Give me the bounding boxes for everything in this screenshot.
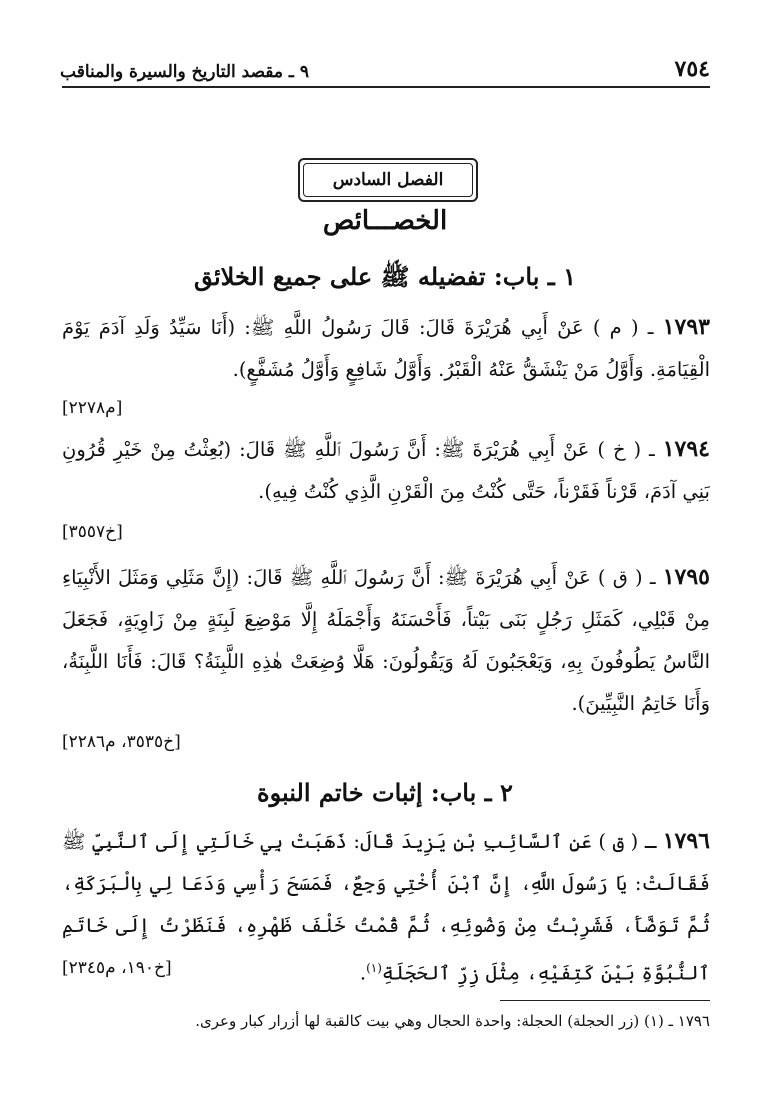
hadith-1793-ref-line [62, 398, 710, 418]
bab-1-heading: ١ ـ باب: تفضيله ﷺ على جميع الخلائق [193, 262, 577, 291]
hadith-number: ١٧٩٤ [662, 436, 710, 462]
page-number: ٧٥٤ [674, 56, 710, 82]
hadith-text: ـ ( ق ) عَنْ أَبِي هُرَيْرَةَ ﷺ: أَنَّ رَسُولَ ٱللَّهِ ﷺ قَالَ: (إِنَّ مَثَلِي وَمَثَلَ الأَنْبِيَاءِ مِنْ قَبْلِي، كَمَثَلِ رَجُلٍ بَنَى بَيْتاً، فَأَحْسَنَهُ وَأَجْمَلَهُ إِلَّا مَوْضِعَ لَبِنَةٍ مِنْ زَاوِيَةٍ، فَجَعَلَ النَّاسُ يَطُوفُونَ بِهِ، وَيَعْجَبُونَ لَهُ وَيَقُولُونَ: هَلَّا وُضِعَتْ هٰذِهِ اللَّبِنَةُ؟ قَالَ: فَأَنَا اللَّبِنَةُ، وَأَنَا خَاتِمُ النَّبِيِّينَ). [62, 566, 710, 715]
hadith-number: ١٧٩٥ [662, 564, 710, 590]
hadith-text: ـ ( خ ) عَنْ أَبِي هُرَيْرَةَ ﷺ: أَنَّ رَسُولَ ٱللَّهِ ﷺ قَالَ: (بُعِثْتُ مِنْ خَيْرِ قُرُونِ بَنِي آدَمَ، قَرْناً فَقَرْناً، حَتَّى كُنْتُ مِنَ الْقَرْنِ الَّذِي كُنْتُ فِيهِ). [62, 438, 710, 503]
page-header [60, 52, 710, 82]
hadith-1793 [62, 306, 710, 391]
hadith-text: ـ ( م ) عَنْ أَبِي هُرَيْرَةَ قَالَ: قَالَ رَسُولُ اللَّهِ ﷺ: (أَنَا سَيِّدُ وَلَدِ آدَمَ يَوْمَ الْقِيَامَةِ. وَأَوَّلُ مَنْ يَنْشَقُّ عَنْهُ الْقَبْرُ. وَأَوَّلُ شَافِعٍ وَأَوَّلُ مُشَفَّعٍ). [62, 316, 710, 381]
hadith-text: ـ ( ق ) عَنِ ٱلسَّائِبِ بْنِ يَزِيدَ قَالَ: ذَهَبَتْ بِي خَالَتِي إِلَى ٱلنَّبِيِّ ﷺ فَقَالَتْ: يَا رَسُولَ اللَّهِ، إِنَّ ٱبْنَ أُخْتِي وَجِعٌ، فَمَسَحَ رَأْسِي وَدَعَا لِي بِالْبَرَكَةِ، ثُمَّ تَوَضَّأَ، فَشَرِبْتُ مِنْ وَضُوئِهِ، ثُمَّ قُمْتُ خَلْفَ ظَهْرِهِ، فَنَظَرْتُ إِلَى خَاتَمِ ٱلنُّبُوَّةِ بَيْنَ كَتِفَيْهِ، مِثْلَ زِرِّ ٱلحَجَلَةِ [62, 830, 710, 985]
bab-2-heading: ٢ ـ باب: إثبات خاتم النبوة [257, 778, 513, 807]
footnote-rule [500, 1000, 710, 1001]
header-rule [62, 86, 710, 88]
hadith-reference: [خ٣٥٣٥، م٢٢٨٦] [62, 732, 181, 752]
hadith-1795 [62, 556, 710, 725]
hadith-1794 [62, 428, 710, 513]
hadith-reference: [خ٣٥٥٧] [62, 522, 123, 542]
running-title: ٩ ـ مقصد التاريخ والسيرة والمناقب [60, 62, 309, 82]
hadith-reference: [م٢٢٧٨] [62, 398, 123, 418]
hadith-reference: [خ١٩٠، م٢٣٤٥] [62, 958, 172, 978]
chapter-box [298, 158, 478, 202]
hadith-number: ١٧٩٦ [662, 828, 710, 854]
section-title: الخصـــائص [322, 206, 448, 236]
hadith-1794-ref-line [62, 522, 710, 542]
hadith-1796-ref-line [62, 958, 710, 978]
hadith-end: . [359, 961, 367, 985]
hadith-number: ١٧٩٣ [662, 314, 710, 340]
hadith-1795-ref-line [62, 732, 710, 752]
footnote: ١٧٩٦ ـ (١) (زر الحجلة) الحجلة: واحدة الحجال وهي بيت كالقبة لها أزرار كبار وعرى. [195, 1012, 710, 1030]
chapter-title: الفصل السادس [332, 170, 444, 190]
footnote-marker: (١) [366, 961, 382, 975]
